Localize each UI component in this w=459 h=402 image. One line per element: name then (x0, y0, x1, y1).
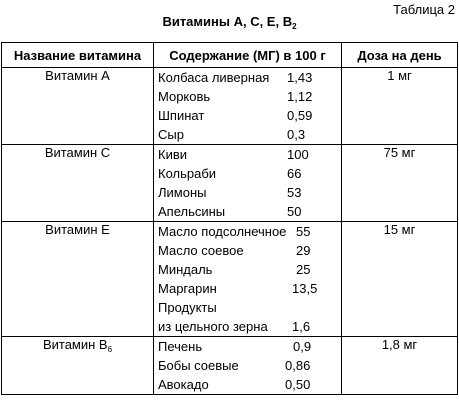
header-vitamin-name: Название витамина (2, 43, 154, 68)
food-item (154, 164, 341, 183)
food-item (154, 241, 341, 260)
food-content-value: 0,86 (285, 358, 311, 373)
food-name: Авокадо (158, 377, 209, 392)
food-name: Масло подсолнечное (158, 224, 287, 239)
vitamin-row (2, 337, 458, 395)
vitamin-row (2, 222, 458, 337)
food-item (154, 202, 341, 221)
document-title (0, 14, 459, 31)
food-item (154, 279, 341, 298)
food-name: Колбаса ливерная (158, 70, 270, 85)
food-item (154, 145, 341, 164)
food-item (154, 298, 341, 317)
food-item (154, 222, 341, 241)
food-content-value: 55 (296, 224, 311, 239)
food-name: Морковь (158, 89, 211, 104)
vitamin-name-text: Витамин В (42, 337, 108, 352)
vitamin-row (2, 68, 458, 145)
food-name: Масло соевое (158, 243, 244, 258)
food-list (154, 222, 342, 337)
food-content-value: 0,50 (285, 377, 311, 392)
vitamin-name-text: Витамин А (45, 68, 110, 83)
food-name: Маргарин (158, 281, 217, 296)
food-list (154, 68, 342, 145)
food-name: Продукты (158, 300, 217, 315)
food-name: Печень (158, 339, 203, 354)
food-list (154, 145, 342, 222)
food-content-value: 0,9 (293, 339, 312, 354)
food-item (154, 125, 341, 144)
food-content-value: 29 (296, 243, 311, 258)
food-content-value: 1,12 (287, 89, 313, 104)
daily-dose: 1 мг (342, 68, 458, 145)
food-list (154, 337, 342, 395)
food-content-value: 1,43 (287, 70, 313, 85)
title-subscript: 2 (292, 22, 297, 31)
daily-dose: 1,8 мг (342, 337, 458, 395)
vitamin-name (2, 68, 154, 145)
food-name: Киви (158, 147, 188, 162)
food-item (154, 68, 341, 87)
food-name: Миндаль (158, 262, 213, 277)
vitamin-name-text: Витамин Е (45, 222, 110, 237)
food-content-value: 25 (296, 262, 311, 277)
daily-dose: 15 мг (342, 222, 458, 337)
food-content-value: 0,59 (287, 108, 313, 123)
food-content-value: 50 (287, 204, 302, 219)
food-name: Сыр (158, 127, 184, 142)
table-caption: Таблица 2 (393, 2, 455, 17)
food-name: Лимоны (158, 185, 207, 200)
food-name: Шпинат (158, 108, 205, 123)
food-item (154, 375, 341, 394)
daily-dose: 75 мг (342, 145, 458, 222)
food-content-value: 66 (287, 166, 302, 181)
vitamin-name (2, 145, 154, 222)
food-content-value: 53 (287, 185, 302, 200)
vitamins-table (1, 42, 458, 395)
vitamin-name (2, 222, 154, 337)
food-name: из цельного зерна (158, 319, 268, 334)
vitamin-name-text: Витамин С (44, 145, 111, 160)
food-item (154, 183, 341, 202)
food-content-value: 100 (287, 147, 309, 162)
header-row (2, 43, 458, 68)
food-item (154, 337, 341, 356)
vitamin-name (2, 337, 154, 395)
food-content-value: 0,3 (287, 127, 306, 142)
title-text: Витамины А, С, Е, В (162, 14, 293, 29)
vitamin-row (2, 145, 458, 222)
header-daily-dose: Доза на день (342, 43, 458, 68)
food-item (154, 260, 341, 279)
food-item (154, 87, 341, 106)
food-name: Бобы соевые (158, 358, 239, 373)
food-item (154, 356, 341, 375)
header-content: Содержание (МГ) в 100 г (154, 43, 342, 68)
vitamin-name-subscript: 6 (107, 345, 113, 354)
food-name: Апельсины (158, 204, 226, 219)
food-item (154, 106, 341, 125)
food-item (154, 317, 341, 336)
food-content-value: 1,6 (292, 319, 311, 334)
food-content-value: 13,5 (292, 281, 318, 296)
food-name: Кольраби (158, 166, 217, 181)
